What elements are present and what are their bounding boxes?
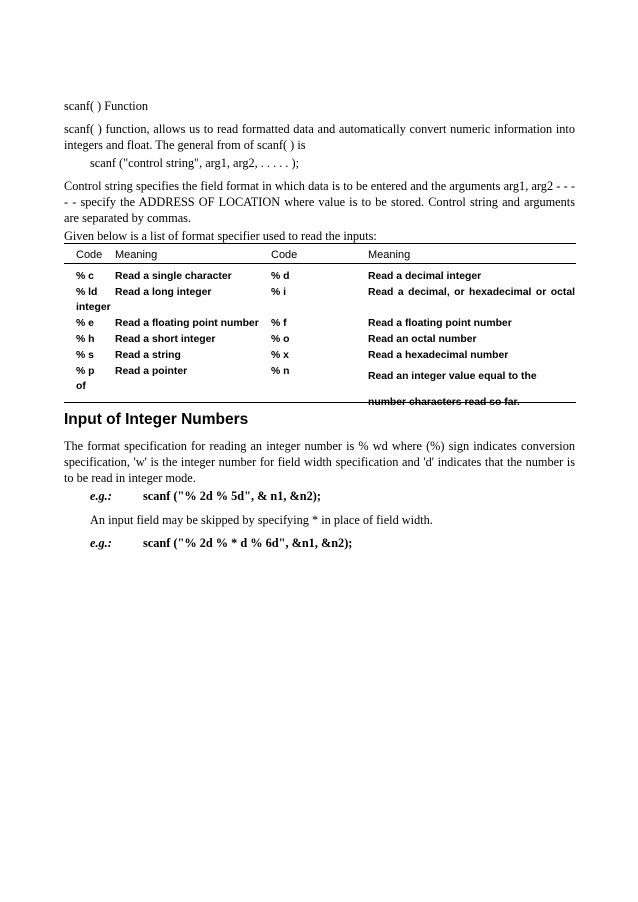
- table-row-meaning: Read a long integer: [115, 287, 212, 298]
- example-line-2: [90, 536, 112, 551]
- table-row-code: % n: [271, 366, 290, 377]
- table-header-code-2: Code: [271, 249, 298, 261]
- table-header-rule: [64, 263, 576, 264]
- paragraph-control-string: Control string specifies the field format in which data is to be entered and the arguments arg1, arg2 - - - - - specify the ADDRESS OF LOCATION where value is to be stored. Control string and arguments are separated by commas.: [64, 179, 575, 225]
- paragraph-integer-format: The format specification for reading an integer number is % wd where (%) sign indicates conversion specification, 'w' is the integer number for field width specification and 'd' indicates that the number is to be read in integer mode.: [64, 439, 575, 485]
- example-code: scanf ("% 2d % * d % 6d", &n1, &n2);: [143, 536, 353, 550]
- table-header-code-1: Code: [76, 249, 103, 261]
- table-row-code: % x: [271, 350, 289, 361]
- table-row-meaning: Read a short integer: [115, 334, 216, 345]
- example-code-2: [143, 536, 352, 551]
- example-code: scanf ("% 2d % 5d", & n1, &n2);: [143, 489, 321, 503]
- heading-scanf-function: scanf( ) Function: [64, 99, 149, 113]
- table-row-meaning: Read an octal number: [368, 334, 477, 345]
- table-row-meaning: Read a decimal, or hexadecimal or octal: [368, 287, 575, 298]
- table-row-code: % f: [271, 318, 287, 329]
- example-line-1: [90, 489, 112, 504]
- table-row-meaning: Read a decimal integer: [368, 271, 482, 282]
- table-row-code: % e: [76, 318, 94, 329]
- paragraph-scanf-intro: scanf( ) function, allows us to read formatted data and automatically convert numeric information into integers and float. The general from of scanf( ) is: [64, 122, 575, 152]
- skip-field-note: An input field may be skipped by specifying * in place of field width.: [90, 513, 433, 527]
- table-row-meaning: Read a single character: [115, 271, 232, 282]
- table-header-meaning-2: Meaning: [368, 249, 411, 261]
- example-code-1: [143, 489, 321, 504]
- table-row-code: % i: [271, 287, 287, 298]
- table-bottom-rule: [64, 402, 576, 403]
- format-specifier-table: [64, 243, 576, 408]
- table-row-code: % c: [76, 271, 94, 282]
- table-row-code: % s: [76, 350, 94, 361]
- table-row-code: % p of: [76, 366, 95, 392]
- table-row-meaning: Read a floating point number: [115, 318, 259, 329]
- paragraph-table-intro: Given below is a list of format specifier used to read the inputs:: [64, 229, 377, 243]
- table-header-meaning-1: Meaning: [115, 249, 158, 261]
- table-row-code: % ld integer: [76, 287, 111, 313]
- scanf-syntax-line: scanf ("control string", arg1, arg2, . . . . . );: [90, 156, 300, 170]
- table-row-meaning: Read a pointer: [115, 366, 188, 377]
- table-row-code: % o: [271, 334, 290, 345]
- table-top-rule: [64, 243, 576, 244]
- table-row-code: % d: [271, 271, 290, 282]
- table-row-meaning: Read a string: [115, 350, 181, 361]
- table-row-meaning: Read an integer value equal to the number characters read so far.: [368, 371, 537, 408]
- table-row-meaning: Read a floating point number: [368, 318, 512, 329]
- section-title-integer-input: Input of Integer Numbers: [64, 411, 249, 428]
- table-row-meaning: Read a hexadecimal number: [368, 350, 509, 361]
- example-label: e.g.:: [90, 536, 112, 550]
- table-row-code: % h: [76, 334, 95, 345]
- example-label: e.g.:: [90, 489, 112, 503]
